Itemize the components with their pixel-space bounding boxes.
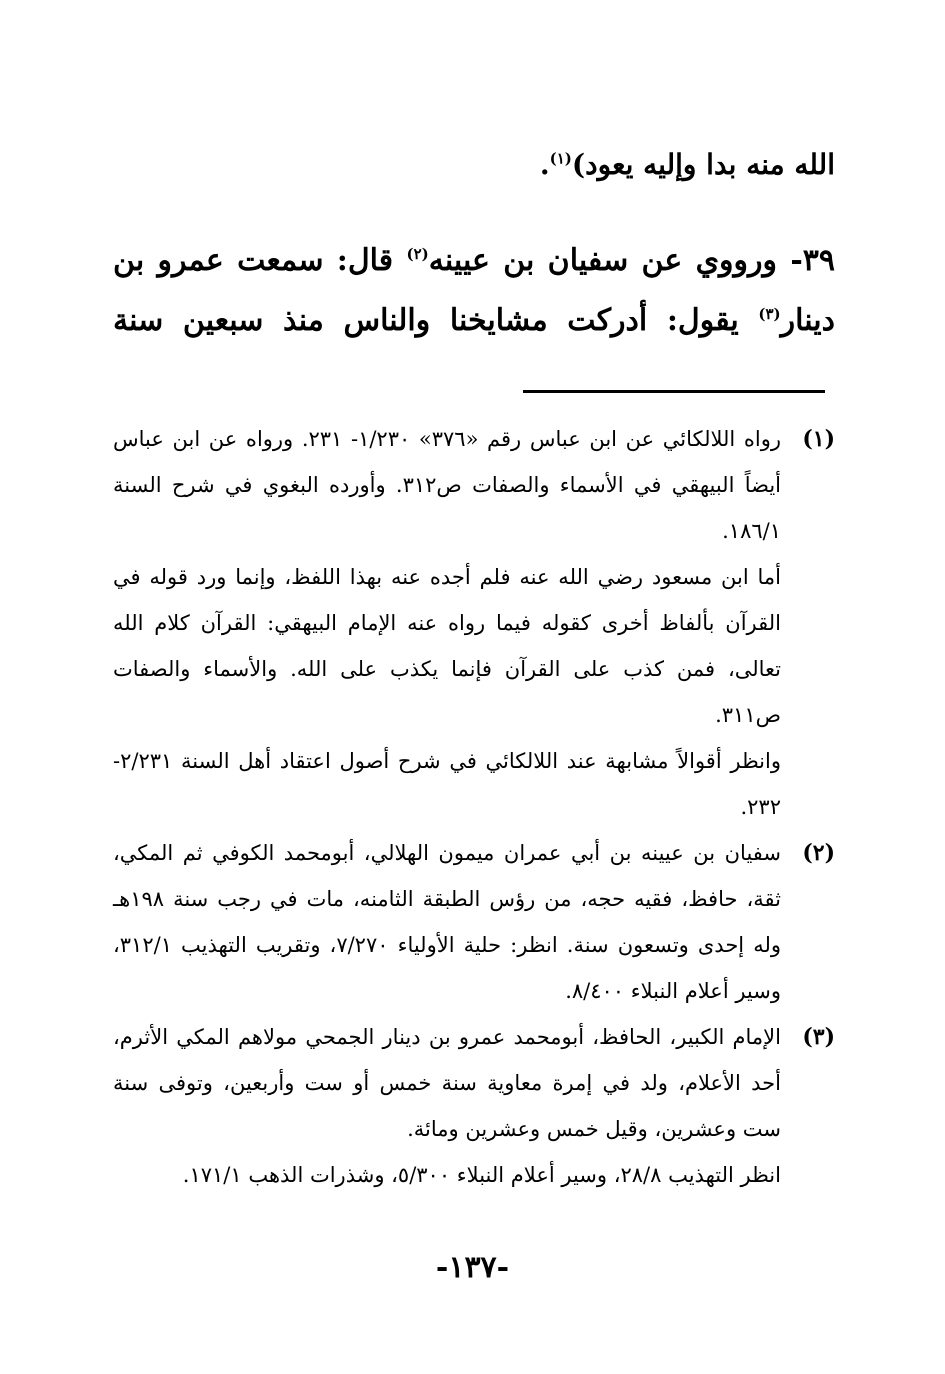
opening-line-end: . <box>539 148 550 181</box>
footnote-body <box>113 1014 781 1198</box>
footnote-body <box>113 416 781 830</box>
footnote-marker: (٢) <box>802 840 835 866</box>
footnote-paragraph: انظر التهذيب ٢٨/٨، وسير أعلام النبلاء ٥/٣٠٠، وشذرات الذهب ١٧١/١. <box>182 1163 781 1187</box>
footnote-paragraph: الإمام الكبير، الحافظ، أبومحمد عمرو بن دينار الجمحي مولاهم المكي الأثرم، أحد الأعلام، ولد في إمرة معاوية سنة خمس أو ست وأربعين، وتوفى سنة ست وعشرين، وقيل خمس وعشرين ومائة. <box>113 1025 781 1141</box>
opening-line-text: الله منه بدا وإليه يعود) <box>571 148 835 181</box>
main-text-opening-line <box>113 143 835 187</box>
paragraph-text-part-3: يقول: أدركت مشايخنا والناس منذ سبعين سنة <box>113 303 739 338</box>
footnote-paragraph: رواه اللالكائي عن ابن عباس رقم «٣٧٦» ١/٢٣٠- ٢٣١. ورواه عن ابن عباس أيضاً البيهقي في الأسماء والصفات ص٣١٢. وأورده البغوي في شرح السنة ١٨٦/١. <box>113 427 781 543</box>
footnote-2 <box>113 830 835 1014</box>
footnote-ref-3[interactable]: (٣) <box>758 305 781 323</box>
footnote-marker: (٣) <box>802 1024 835 1050</box>
footnotes-section <box>113 416 835 1198</box>
paragraph-number: ٣٩- <box>790 243 835 278</box>
paragraph-text-part-1: ورووي عن سفيان بن عيينه <box>428 243 777 278</box>
footnote-paragraph: سفيان بن عيينه بن أبي عمران ميمون الهلالي، أبومحمد الكوفي ثم المكي، ثقة، حافظ، فقيه حجه، من رؤس الطبقة الثامنه، مات في رجب سنة ١٩٨هـ وله إحدى وتسعون سنة. انظر: حلية الأولياء ٧/٢٧٠، وتقريب التهذيب ٣١٢/١، وسير أعلام النبلاء ٨/٤٠٠. <box>113 841 781 1003</box>
main-text-paragraph-39 <box>113 231 835 351</box>
footnote-1 <box>113 416 835 830</box>
paragraph-text-part-2: قال: سمعت عمرو بن دينار <box>113 243 835 338</box>
footnote-body <box>113 830 781 1014</box>
footnote-ref-2[interactable]: (٢) <box>406 245 429 263</box>
footnote-separator <box>523 390 825 393</box>
footnote-3 <box>113 1014 835 1198</box>
footnote-marker: (١) <box>802 426 835 452</box>
footnote-ref-1[interactable]: (١) <box>549 149 572 168</box>
footnote-paragraph: أما ابن مسعود رضي الله عنه فلم أجده عنه بهذا اللفظ، وإنما ورد قوله في القرآن بألفاظ أخرى كقوله فيما رواه عنه الإمام البيهقي: القرآن كلام الله تعالى، فمن كذب على القرآن فإنما يكذب على الله. والأسماء والصفات ص٣١١. <box>113 565 782 727</box>
page-number: -١٣٧- <box>435 1250 510 1285</box>
footnote-paragraph: وانظر أقوالاً مشابهة عند اللالكائي في شرح أصول اعتقاد أهل السنة ٢/٢٣١- ٢٣٢. <box>113 749 781 819</box>
